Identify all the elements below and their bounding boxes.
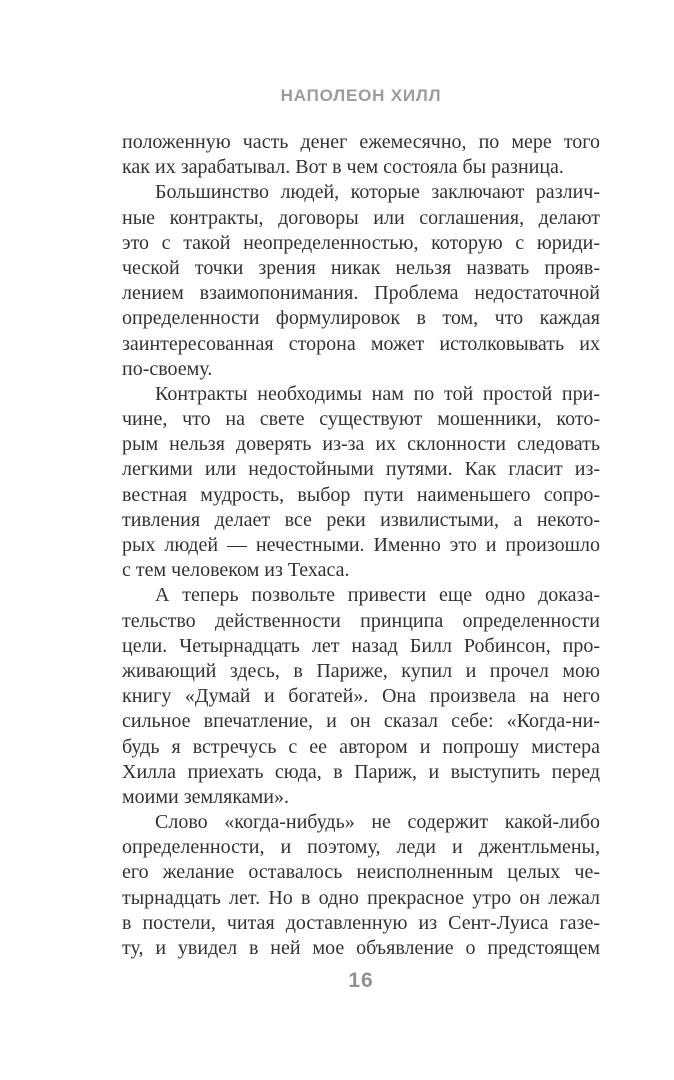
text-line: легкими или недостойными путями. Как гласит из- — [122, 458, 600, 481]
text-line: Большинство людей, которые заключают различ- — [155, 181, 600, 204]
text-line: тельство действенности принципа определенности — [122, 609, 600, 632]
text-line: будь я встречусь с ее автором и попрошу мистера — [122, 735, 600, 758]
text-line: в постели, читая доставленную из Сент-Луиса газе- — [122, 911, 600, 934]
text-line: заинтересованная сторона может истолковывать их — [122, 332, 600, 355]
text-line: с тем человеком из Техаса. — [122, 559, 350, 582]
text-line: книгу «Думай и богатей». Она произвела на него — [122, 685, 600, 708]
text-line: тырнадцать лет. Но в одно прекрасное утро он лежал — [122, 886, 600, 909]
text-line: чине, что на свете существуют мошенники, кото- — [122, 408, 600, 431]
text-line: А теперь позвольте привести еще одно доказа- — [155, 584, 600, 607]
text-line: как их зарабатывал. Вот в чем состояла бы разница. — [122, 156, 564, 179]
text-line: по-своему. — [122, 357, 213, 380]
text-line: положенную часть денег ежемесячно, по мере того — [122, 131, 600, 153]
text-line: Слово «когда-нибудь» не содержит какой-либо — [155, 811, 600, 834]
text-line: ные контракты, договоры или соглашения, делают — [122, 206, 600, 229]
body-text-block — [122, 130, 600, 961]
paragraph — [122, 583, 600, 810]
text-line: ту, и увидел в ней мое объявление о предстоящем — [122, 937, 600, 959]
running-header: НАПОЛЕОН ХИЛЛ — [280, 86, 442, 105]
text-line: рых людей — нечестными. Именно это и произошло — [122, 534, 600, 556]
paragraph — [122, 130, 600, 180]
text-line: вестная мудрость, выбор пути наименьшего сопро- — [122, 483, 600, 506]
paragraph — [122, 180, 600, 382]
text-line: цели. Четырнадцать лет назад Билл Робинсон, про- — [122, 634, 600, 657]
text-line: Хилла приехать сюда, в Париж, и выступить перед — [122, 760, 600, 783]
text-line: определенности, и поэтому, леди и джентльмены, — [122, 836, 600, 859]
text-line: тивления делает все реки извилистыми, а некото- — [122, 508, 600, 531]
text-line: моими земляками». — [122, 785, 289, 808]
paragraph — [122, 810, 600, 961]
text-line: рым нельзя доверять из-за их склонности следовать — [122, 433, 600, 456]
page-number: 16 — [348, 969, 374, 992]
text-line: сильное впечатление, и он сказал себе: «Когда-ни- — [122, 710, 600, 733]
paragraph — [122, 382, 600, 584]
text-line: Контракты необходимы нам по той простой при- — [155, 382, 600, 405]
text-line: лением взаимопонимания. Проблема недостаточной — [122, 282, 600, 305]
text-line: это с такой неопределенностью, которую с юриди- — [122, 231, 600, 254]
text-line: ческой точки зрения никак нельзя назвать прояв- — [122, 256, 600, 279]
text-line: его желание оставалось неисполненным целых че- — [122, 861, 600, 884]
text-line: живающий здесь, в Париже, купил и прочел мою — [122, 659, 600, 682]
text-line: определенности формулировок в том, что каждая — [122, 307, 600, 330]
